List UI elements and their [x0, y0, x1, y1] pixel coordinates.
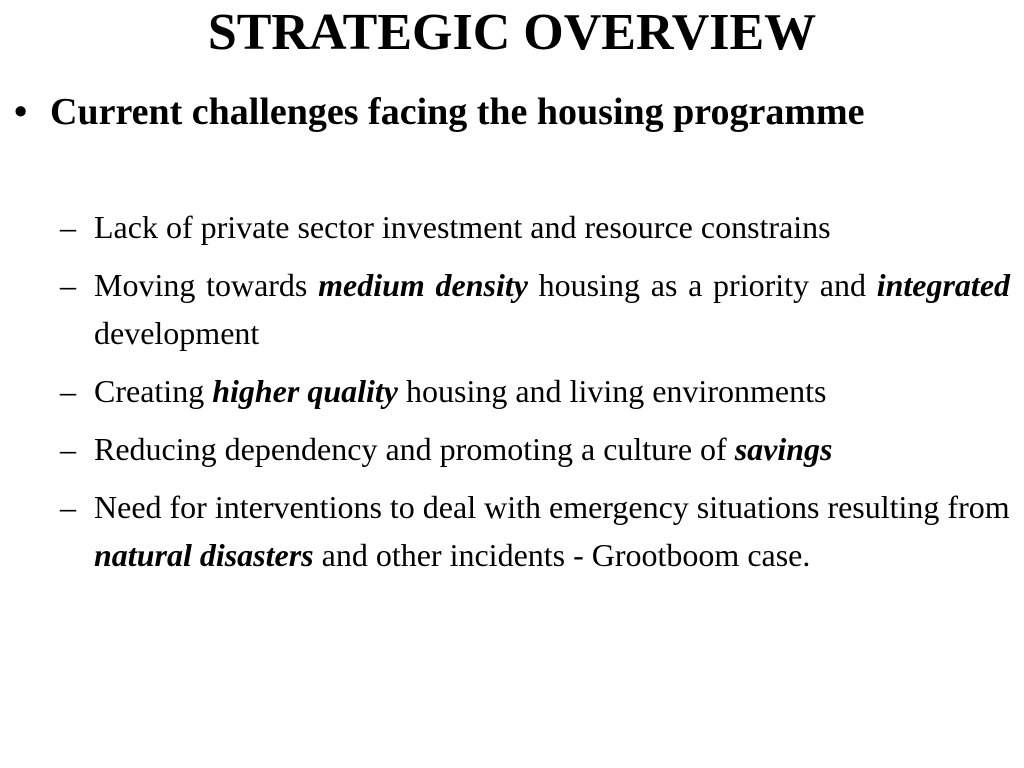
dash-marker: – — [60, 209, 76, 245]
dash-marker: – — [60, 489, 76, 525]
text-segment: housing as a priority and — [527, 267, 877, 303]
text-segment: Creating — [94, 373, 213, 409]
emphasis-text: natural disasters — [94, 537, 314, 573]
main-bullet — [14, 84, 1014, 140]
emphasis-text: integrated — [876, 267, 1011, 303]
sub-bullet-text — [94, 425, 1010, 473]
slide-title: STRATEGIC OVERVIEW — [207, 4, 817, 61]
sub-bullet-text — [94, 203, 1010, 251]
dash-marker: – — [60, 267, 76, 303]
text-segment: housing and living environments — [398, 373, 827, 409]
sub-bullet-item — [60, 367, 1010, 415]
emphasis-text: medium density — [318, 267, 528, 303]
bullet-marker: • — [14, 91, 28, 133]
text-segment: and other incidents - Grootboom case. — [313, 537, 811, 573]
text-segment: Moving towards — [94, 267, 319, 303]
text-segment: Need for interventions to deal with emergency situations resulting from — [94, 489, 1010, 525]
sub-bullet-item — [60, 483, 1010, 579]
text-segment: Lack of private sector investment and resource constrains — [94, 209, 831, 245]
dash-marker: – — [60, 373, 76, 409]
emphasis-text: higher quality — [212, 373, 398, 409]
sub-bullet-list — [60, 203, 1010, 589]
sub-bullet-text — [94, 483, 1010, 579]
text-segment: Reducing dependency and promoting a culture of — [94, 431, 735, 467]
sub-bullet-item — [60, 261, 1010, 357]
main-bullet-text: Current challenges facing the housing programme — [50, 91, 865, 133]
dash-marker: – — [60, 431, 76, 467]
sub-bullet-item — [60, 425, 1010, 473]
text-segment: development — [94, 315, 260, 351]
emphasis-text: savings — [734, 431, 833, 467]
sub-bullet-text — [94, 367, 1010, 415]
sub-bullet-text — [94, 261, 1010, 357]
sub-bullet-item — [60, 203, 1010, 251]
